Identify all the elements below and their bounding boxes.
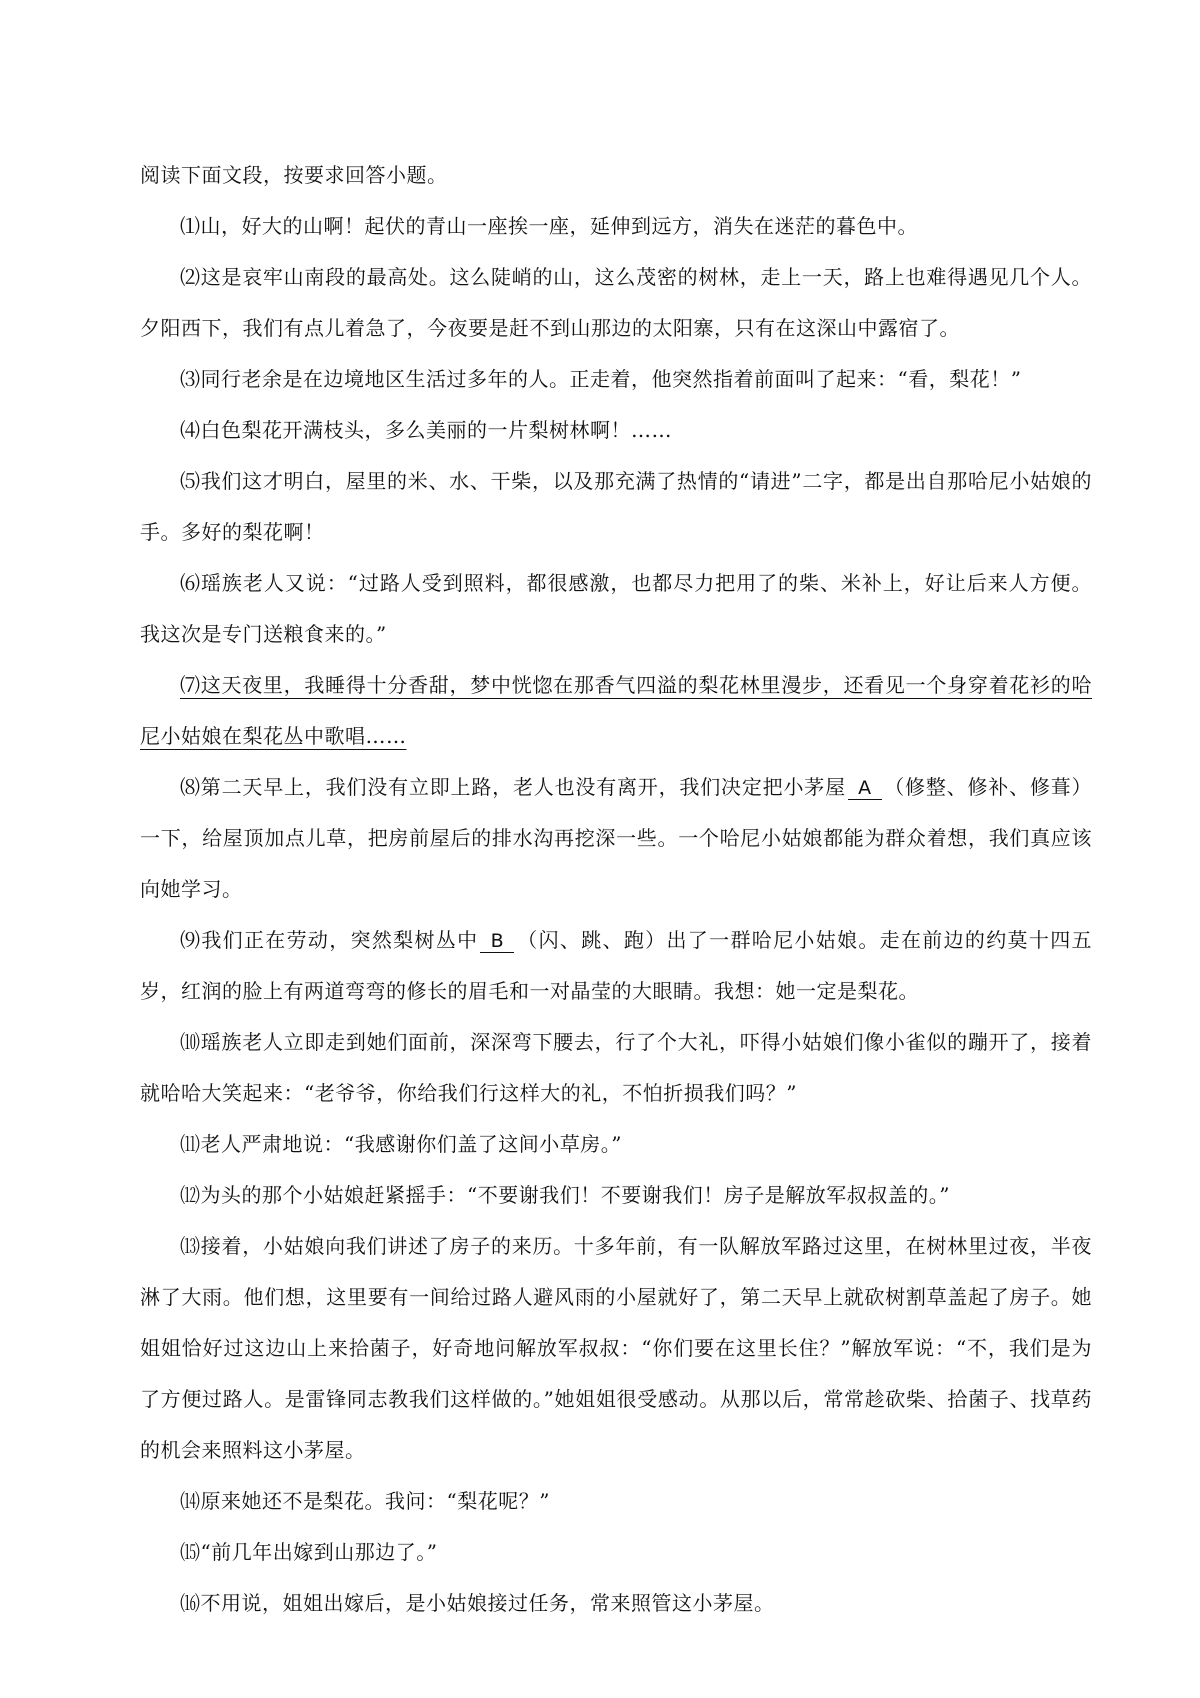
- paragraph-16: ⒃不用说，姐姐出嫁后，是小姑娘接过任务，常来照管这小茅屋。: [180, 1591, 775, 1615]
- paragraph-4: ⑷白色梨花开满枝头，多么美丽的一片梨树林啊！……: [180, 418, 672, 442]
- paragraph-11: ⑾老人严肃地说：“我感谢你们盖了这间小草房。”: [180, 1132, 622, 1156]
- paragraph-8: ⑻第二天早上，我们没有立即上路，老人也没有离开，我们决定把小茅屋 A （修整、修补、修葺）一下，给屋顶加点儿草，把房前屋后的排水沟再挖深一些。一个哈尼小姑娘都能为群众着想，我们真应该向她学习。: [140, 775, 1093, 901]
- underlined-sentence: ⑺这天夜里，我睡得十分香甜，梦中恍惚在那香气四溢的梨花林里漫步，还看见一个身穿着花衫的哈尼小姑娘在梨花丛中歌唱……: [140, 673, 1092, 748]
- reading-passage: [140, 150, 1092, 1629]
- paragraph-7-underlined: [140, 660, 1092, 762]
- paragraph-14: ⒁原来她还不是梨花。我问：“梨花呢？”: [180, 1489, 550, 1513]
- paragraph-6: ⑹瑶族老人又说：“过路人受到照料，都很感激，也都尽力把用了的柴、米补上，好让后来人方便。我这次是专门送粮食来的。”: [140, 571, 1092, 646]
- instruction-text: 阅读下面文段，按要求回答小题。: [140, 163, 448, 187]
- blank-a: A: [848, 777, 882, 800]
- paragraph-13: ⒀接着，小姑娘向我们讲述了房子的来历。十多年前，有一队解放军路过这里，在树林里过夜，半夜淋了大雨。他们想，这里要有一间给过路人避风雨的小屋就好了，第二天早上就砍树割草盖起了房子。她姐姐恰好过这边山上来拾菌子，好奇地问解放军叔叔：“你们要在这里长住？”解放军说：“不，我们是为了方便过路人。是雷锋同志教我们这样做的。”她姐姐很受感动。从那以后，常常趁砍柴、拾菌子、找草药的机会来照料这小茅屋。: [140, 1234, 1092, 1462]
- paragraph-3: ⑶同行老余是在边境地区生活过多年的人。正走着，他突然指着前面叫了起来：“看，梨花！”: [180, 367, 1022, 391]
- paragraph-1: ⑴山，好大的山啊！起伏的青山一座挨一座，延伸到远方，消失在迷茫的暮色中。: [180, 214, 918, 238]
- paragraph-12: ⑿为头的那个小姑娘赶紧摇手：“不要谢我们！不要谢我们！房子是解放军叔叔盖的。”: [180, 1183, 950, 1207]
- paragraph-9: ⑼我们正在劳动，突然梨树丛中 B （闪、跳、跑）出了一群哈尼小姑娘。走在前边的约莫十四五岁，红润的脸上有两道弯弯的修长的眉毛和一对晶莹的大眼睛。我想：她一定是梨花。: [140, 928, 1093, 1003]
- paragraph-10: ⑽瑶族老人立即走到她们面前，深深弯下腰去，行了个大礼，吓得小姑娘们像小雀似的蹦开了，接着就哈哈大笑起来：“老爷爷，你给我们行这样大的礼，不怕折损我们吗？”: [140, 1030, 1092, 1105]
- paragraph-15: ⒂“前几年出嫁到山那边了。”: [180, 1540, 438, 1564]
- paragraph-2: ⑵这是哀牢山南段的最高处。这么陡峭的山，这么茂密的树林，走上一天，路上也难得遇见几个人。夕阳西下，我们有点儿着急了，今夜要是赶不到山那边的太阳寨，只有在这深山中露宿了。: [140, 265, 1092, 340]
- paragraph-5: ⑸我们这才明白，屋里的米、水、干柴，以及那充满了热情的“请进”二字，都是出自那哈尼小姑娘的手。多好的梨花啊！: [140, 469, 1092, 544]
- blank-b: B: [480, 930, 514, 953]
